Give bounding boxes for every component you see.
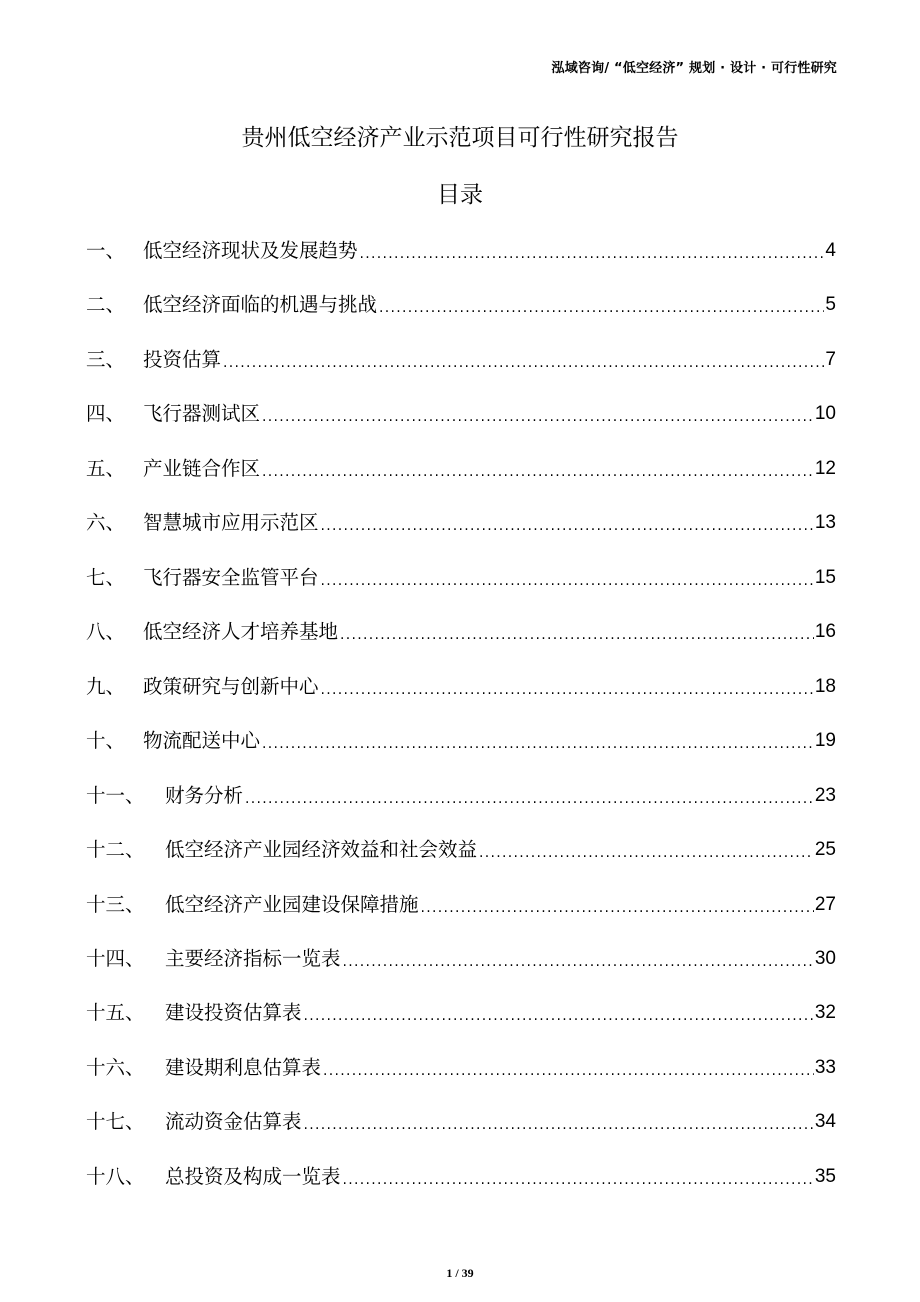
toc-entry-number: 二、	[86, 293, 126, 316]
toc-entry[interactable]	[86, 999, 836, 1027]
page-header: 泓域咨询/ “低空经济” 规划 · 设计 · 可行性研究	[551, 61, 837, 76]
toc-entry[interactable]	[86, 237, 836, 265]
toc-entry-page: 34	[814, 1111, 836, 1132]
toc-dot-leader	[260, 400, 814, 428]
toc-heading: 目录	[437, 182, 483, 208]
toc-entry-title: 政策研究与创新中心	[143, 675, 319, 698]
toc-entry[interactable]	[86, 346, 836, 374]
toc-entry-title: 智慧城市应用示范区	[143, 511, 319, 534]
toc-entry-title: 低空经济产业园建设保障措施	[165, 893, 419, 916]
toc-dot-leader	[341, 945, 814, 973]
toc-entry-page: 4	[825, 240, 836, 261]
toc-entry[interactable]	[86, 1108, 836, 1136]
toc-entry-page: 32	[814, 1002, 836, 1023]
toc-entry-page: 12	[814, 458, 836, 479]
toc-entry-title: 低空经济现状及发展趋势	[143, 239, 358, 262]
toc-entry[interactable]	[86, 782, 836, 810]
toc-entry-page: 30	[814, 948, 836, 969]
toc-entry-page: 33	[814, 1057, 836, 1078]
toc-entry-page: 18	[814, 676, 836, 697]
toc-entry-title: 总投资及构成一览表	[165, 1165, 341, 1188]
toc-entry-title: 低空经济产业园经济效益和社会效益	[165, 838, 478, 861]
toc-entry-page: 19	[814, 730, 836, 751]
toc-entry-number: 九、	[86, 675, 126, 698]
toc-dot-leader	[321, 1054, 814, 1082]
toc-dot-leader	[341, 1163, 814, 1191]
toc-entry[interactable]	[86, 509, 836, 537]
toc-entry-title: 建设期利息估算表	[165, 1056, 322, 1079]
toc-entry-page: 23	[814, 785, 836, 806]
toc-entry-page: 25	[814, 839, 836, 860]
toc-entry-number: 五、	[86, 457, 126, 480]
toc-entry-title: 建设投资估算表	[165, 1001, 302, 1024]
toc-entry-page: 5	[825, 294, 836, 315]
toc-entry[interactable]	[86, 291, 836, 319]
toc-entry-number: 十、	[86, 729, 126, 752]
toc-entry-number: 十一、	[86, 784, 145, 807]
toc-entry[interactable]	[86, 1054, 836, 1082]
toc-entry-title: 物流配送中心	[143, 729, 261, 752]
toc-entry-page: 16	[814, 621, 836, 642]
toc-entry-number: 三、	[86, 348, 126, 371]
toc-dot-leader	[377, 291, 824, 319]
toc-entry[interactable]	[86, 564, 836, 592]
toc-dot-leader	[358, 237, 825, 265]
toc-entry-number: 十二、	[86, 838, 145, 861]
toc-entry-number: 十五、	[86, 1001, 145, 1024]
toc-entry[interactable]	[86, 727, 836, 755]
toc-dot-leader	[319, 673, 814, 701]
toc-entry-number: 八、	[86, 620, 126, 643]
toc-entry-title: 飞行器安全监管平台	[143, 566, 319, 589]
toc-dot-leader	[319, 509, 814, 537]
toc-entry-number: 十七、	[86, 1110, 145, 1133]
toc-entry-number: 六、	[86, 511, 126, 534]
toc-entry-page: 27	[814, 894, 836, 915]
toc-dot-leader	[319, 564, 814, 592]
toc-entry-page: 35	[814, 1166, 836, 1187]
toc-entry-title: 流动资金估算表	[165, 1110, 302, 1133]
toc-dot-leader	[302, 1108, 814, 1136]
toc-dot-leader	[419, 891, 814, 919]
toc-entry[interactable]	[86, 455, 836, 483]
toc-entry-number: 七、	[86, 566, 126, 589]
toc-entry-number: 十六、	[86, 1056, 145, 1079]
toc-entry-title: 产业链合作区	[143, 457, 261, 480]
page-number: 1 / 39	[446, 1266, 474, 1280]
toc-dot-leader	[338, 618, 814, 646]
toc-entry[interactable]	[86, 945, 836, 973]
toc-entry-title: 飞行器测试区	[143, 402, 261, 425]
toc-entry[interactable]	[86, 400, 836, 428]
toc-dot-leader	[477, 836, 814, 864]
toc-dot-leader	[302, 999, 814, 1027]
toc-entry-number: 四、	[86, 402, 126, 425]
toc-entry-number: 十三、	[86, 893, 145, 916]
toc-entry[interactable]	[86, 1163, 836, 1191]
toc-entry-page: 13	[814, 512, 836, 533]
toc-dot-leader	[260, 727, 814, 755]
toc-entry[interactable]	[86, 673, 836, 701]
toc-entry-page: 10	[814, 403, 836, 424]
toc-entry[interactable]	[86, 618, 836, 646]
toc-entry-title: 财务分析	[165, 784, 244, 807]
toc-entry-title: 主要经济指标一览表	[165, 947, 341, 970]
toc-entry-page: 7	[825, 349, 836, 370]
toc-entry-number: 十四、	[86, 947, 145, 970]
toc-dot-leader	[243, 782, 814, 810]
toc-dot-leader	[221, 346, 824, 374]
toc-entry-number: 一、	[86, 239, 126, 262]
toc-entry[interactable]	[86, 891, 836, 919]
toc-entry[interactable]	[86, 836, 836, 864]
toc-entry-number: 十八、	[86, 1165, 145, 1188]
toc-entry-title: 投资估算	[143, 348, 222, 371]
toc-entry-page: 15	[814, 567, 836, 588]
toc-dot-leader	[260, 455, 814, 483]
toc-entry-title: 低空经济人才培养基地	[143, 620, 339, 643]
document-title: 贵州低空经济产业示范项目可行性研究报告	[241, 125, 679, 151]
toc-entry-title: 低空经济面临的机遇与挑战	[143, 293, 378, 316]
